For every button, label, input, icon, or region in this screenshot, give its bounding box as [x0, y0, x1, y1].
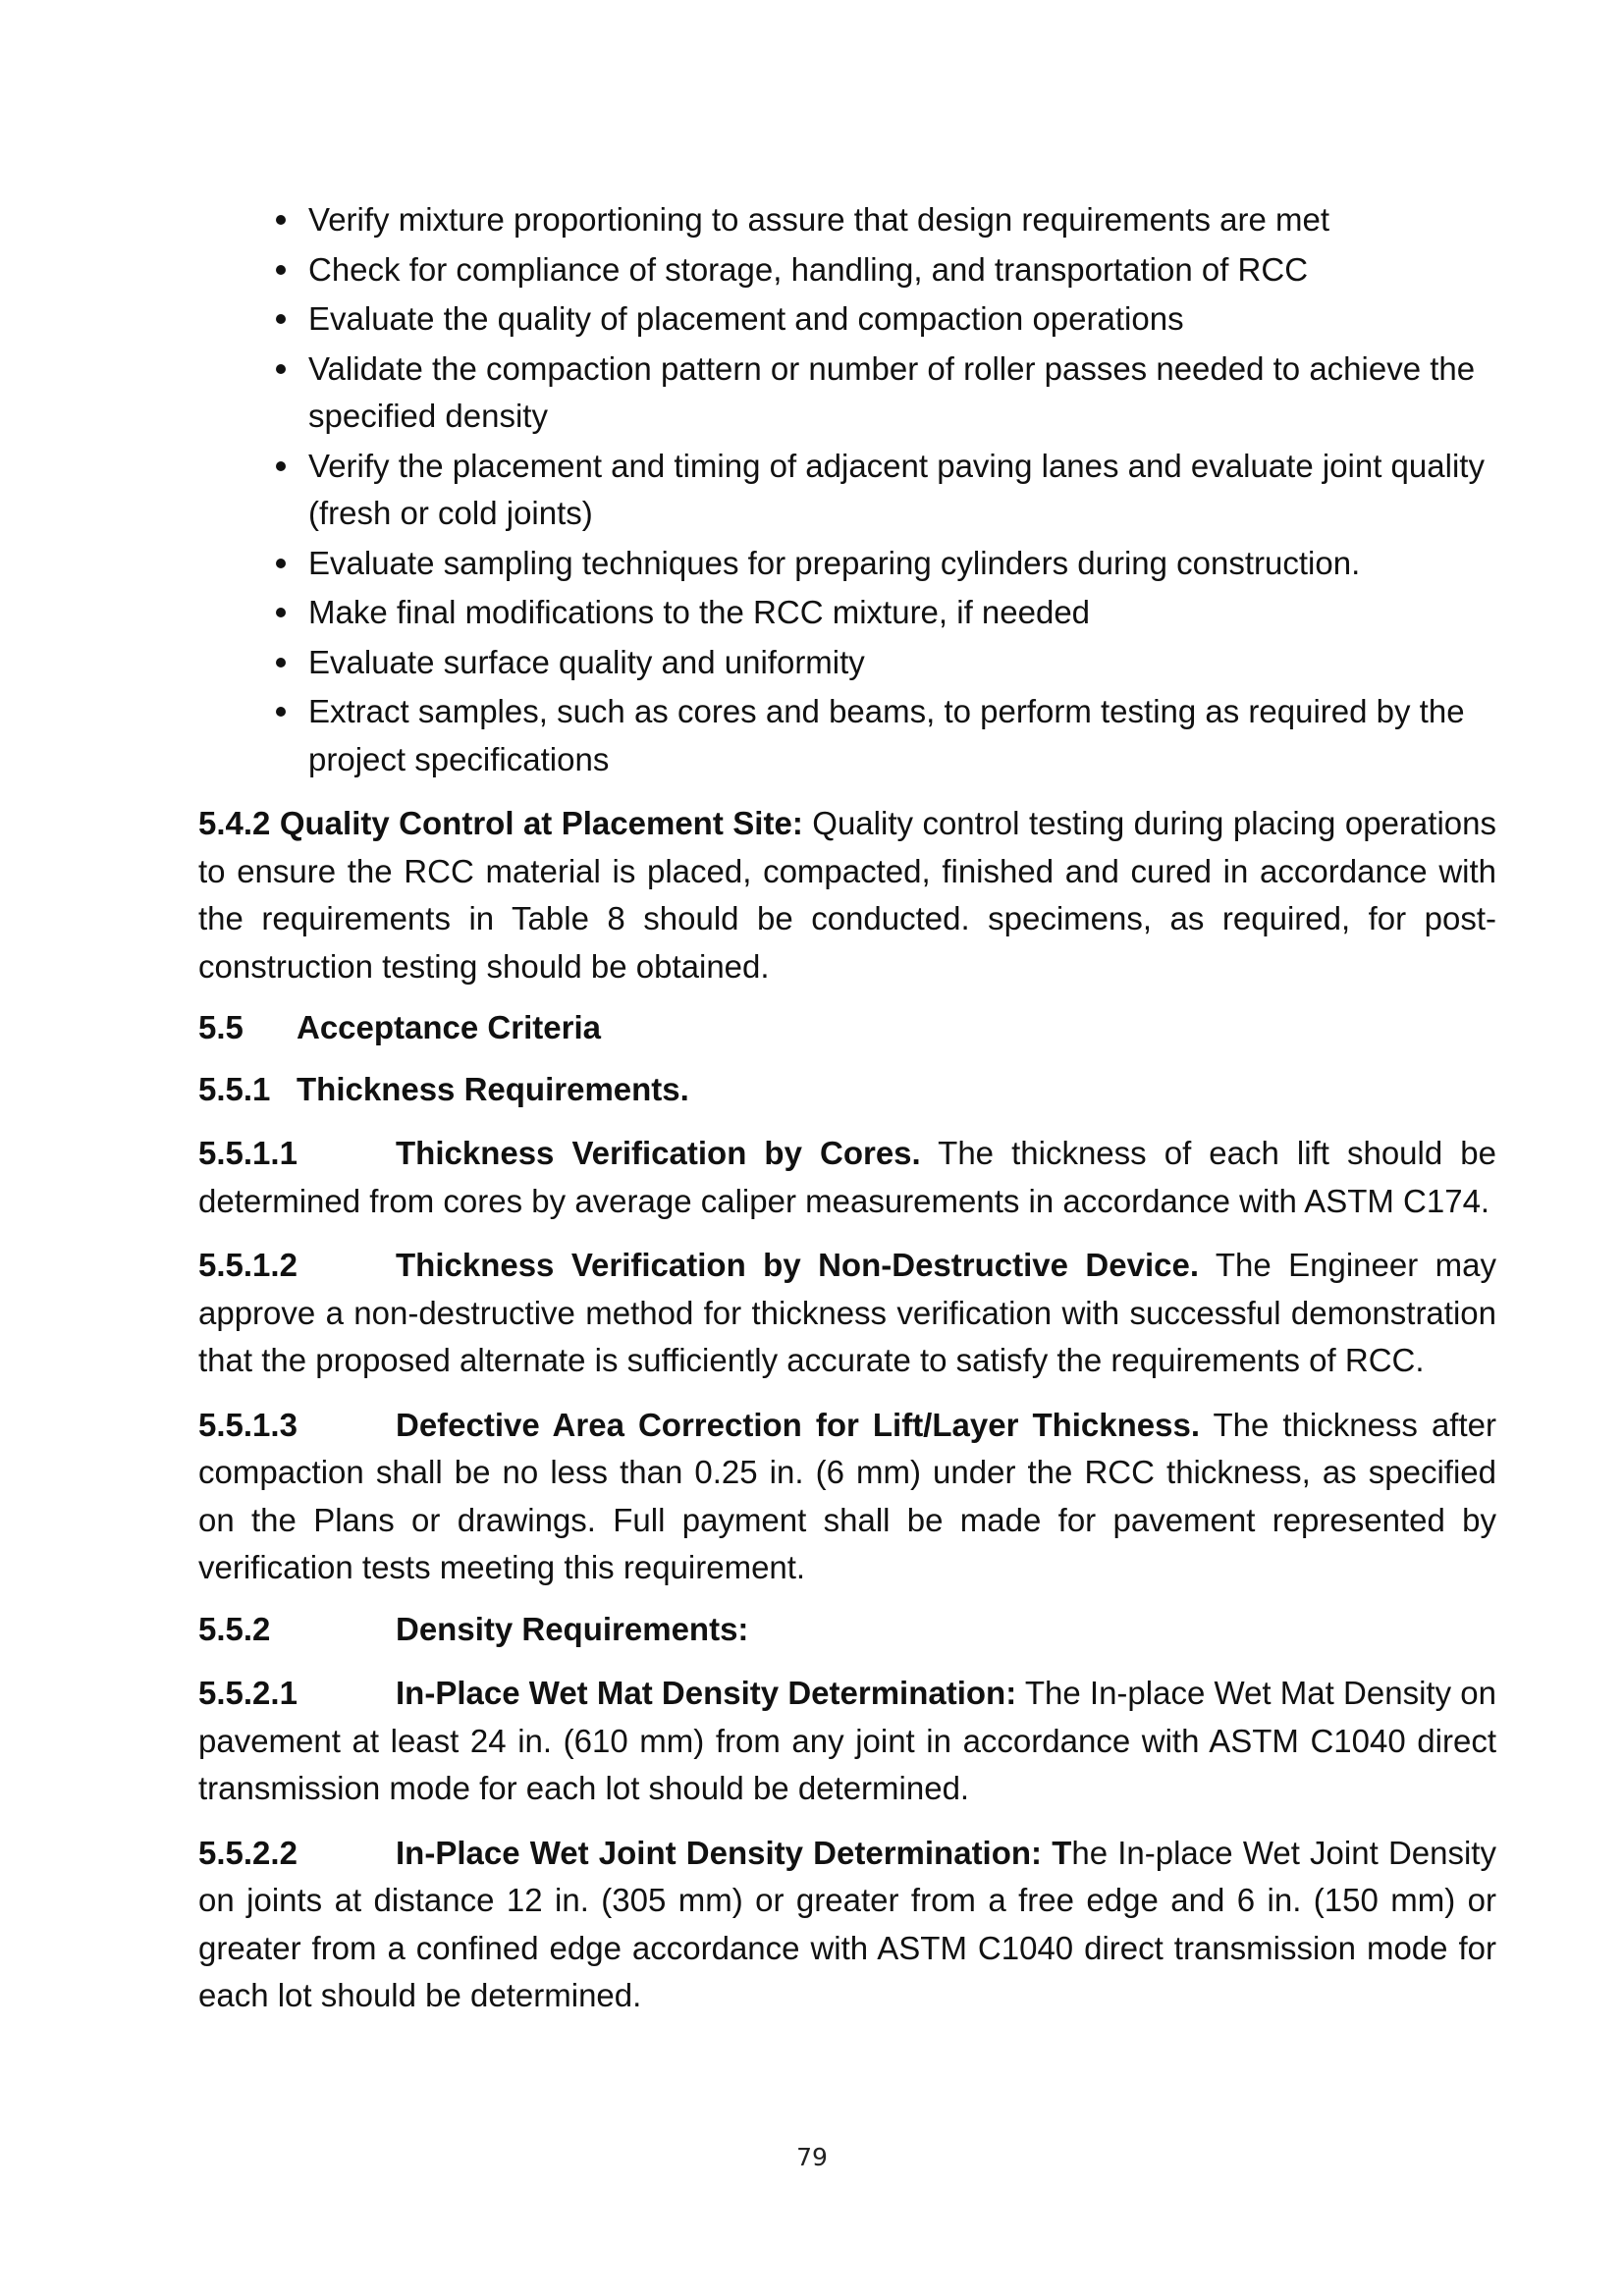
section-5-5-1-3: [198, 1402, 1496, 1592]
section-number: 5.5.2: [198, 1610, 271, 1647]
list-item: Extract samples, such as cores and beams, to perform testing as required by the project specifications: [308, 688, 1496, 783]
section-5-5-2-heading: [198, 1606, 1496, 1654]
section-number: 5.5.1.1: [198, 1135, 298, 1171]
section-number: 5.5.2.2: [198, 1834, 298, 1871]
bullet-icon: [276, 215, 286, 225]
list-item: Evaluate sampling techniques for preparing cylinders during construction.: [308, 540, 1496, 588]
section-text: The In-place Wet Mat Density on pavement at least 24 in. (610 mm) from any joint in accordance with ASTM C1040 direct transmission mode for each lot should be determined.: [198, 1675, 1496, 1806]
section-title: Thickness Requirements.: [297, 1070, 689, 1107]
list-item: Evaluate surface quality and uniformity: [308, 639, 1496, 687]
bullet-icon: [276, 658, 286, 667]
section-number: 5.5: [198, 1009, 244, 1045]
section-text: The Engineer may approve a non-destructive method for thickness verification with successful demonstration that the proposed alternate is sufficiently accurate to satisfy the requirements of RCC.: [198, 1247, 1496, 1378]
section-heading: 5.4.2 Quality Control at Placement Site:: [198, 805, 803, 841]
section-number: 5.5.2.1: [198, 1675, 298, 1711]
section-5-5-2-2: [198, 1830, 1496, 2020]
section-number: 5.5.1.2: [198, 1247, 298, 1283]
section-number: 5.5.1: [198, 1070, 271, 1107]
list-item: Check for compliance of storage, handling, and transportation of RCC: [308, 246, 1496, 294]
page-number: 79: [796, 2143, 828, 2171]
section-text: The thickness after compaction shall be no less than 0.25 in. (6 mm) under the RCC thickness, as specified on the Plans or drawings. Full payment shall be made for pavement represented by verification tests meeting this requirement.: [198, 1406, 1496, 1585]
list-item: Evaluate the quality of placement and compaction operations: [308, 295, 1496, 344]
section-5-5-1-heading: [198, 1066, 1496, 1114]
section-title: Thickness Verification by Non-Destructive Device.: [396, 1247, 1199, 1283]
section-5-5-heading: [198, 1004, 1496, 1052]
bullet-icon: [276, 707, 286, 717]
bullet-icon: [276, 608, 286, 617]
section-5-5-1-1: [198, 1130, 1496, 1225]
bullet-icon: [276, 314, 286, 324]
bullet-icon: [276, 364, 286, 374]
section-5-4-2: [198, 800, 1496, 990]
section-title: Thickness Verification by Cores.: [396, 1135, 921, 1171]
section-text: The thickness of each lift should be determined from cores by average caliper measurements in accordance with ASTM C174.: [198, 1135, 1496, 1219]
section-title: Acceptance Criteria: [297, 1009, 601, 1045]
list-item: Verify mixture proportioning to assure that design requirements are met: [308, 196, 1496, 244]
page-body: [198, 196, 1496, 2020]
bullet-list: [198, 196, 1496, 783]
section-5-5-2-1: [198, 1670, 1496, 1813]
bullet-icon: [276, 265, 286, 275]
section-number: 5.5.1.3: [198, 1406, 298, 1443]
section-title: Defective Area Correction for Lift/Layer Thickness.: [396, 1406, 1201, 1443]
section-title: Density Requirements:: [396, 1610, 749, 1647]
section-title: In-Place Wet Mat Density Determination:: [396, 1675, 1017, 1711]
section-5-5-1-2: [198, 1242, 1496, 1385]
section-title: In-Place Wet Joint Density Determination: T: [396, 1834, 1072, 1871]
bullet-icon: [276, 461, 286, 471]
list-item: Validate the compaction pattern or number of roller passes needed to achieve the specified density: [308, 346, 1496, 441]
list-item: Make final modifications to the RCC mixture, if needed: [308, 589, 1496, 637]
list-item: Verify the placement and timing of adjacent paving lanes and evaluate joint quality (fresh or cold joints): [308, 443, 1496, 538]
bullet-icon: [276, 559, 286, 568]
section-text: he In-place Wet Joint Density on joints at distance 12 in. (305 mm) or greater from a free edge and 6 in. (150 mm) or greater from a confined edge accordance with ASTM C1040 direct transmission mode for each lot should be determined.: [198, 1834, 1496, 2013]
section-text: Quality control testing during placing operations to ensure the RCC material is placed, compacted, finished and cured in accordance with the requirements in Table 8 should be conducted. specimens, as required, for post-construction testing should be obtained.: [198, 805, 1496, 985]
